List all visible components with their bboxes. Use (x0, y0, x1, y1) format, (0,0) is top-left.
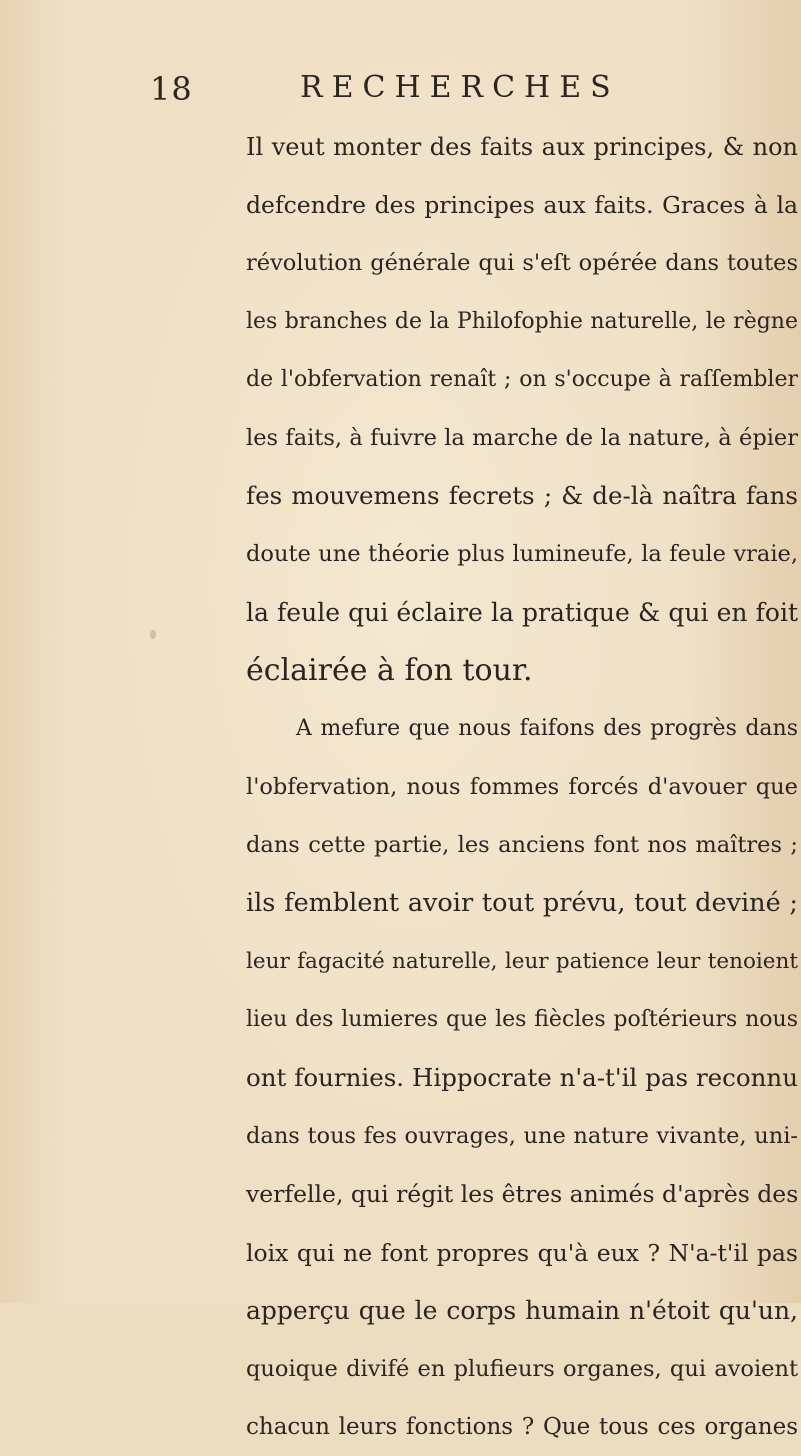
text-line: révolution générale qui s'eſt opérée dans toutes (246, 250, 798, 277)
text-line: l'obfervation, nous fommes forcés d'avouer que (246, 774, 798, 801)
body-text (246, 118, 798, 1456)
text-line: loix qui ne font propres qu'à eux ? N'a-t'il pas (246, 1238, 798, 1267)
text-line: dans tous fes ouvrages, une nature vivante, uni- (246, 1123, 798, 1150)
text-line: quoique divifé en plufieurs organes, qui avoient (246, 1355, 798, 1382)
text-line: apperçu que le corps humain n'étoit qu'un, (246, 1295, 798, 1325)
text-line: éclairée à fon tour. (246, 652, 533, 688)
text-line: Il veut monter des faits aux principes, & non (246, 133, 798, 161)
text-line: verfelle, qui régit les êtres animés d'après des (246, 1180, 799, 1209)
text-line: ils femblent avoir tout prévu, tout deviné ; (246, 888, 798, 919)
text-line: de l'obfervation renaît ; on s'occupe à raſſembler (246, 366, 798, 392)
text-line: dans cette partie, les anciens font nos maîtres ; (246, 832, 798, 859)
text-line: defcendre des principes aux faits. Graces à la (246, 191, 798, 220)
page-number: 18 (150, 70, 193, 108)
paragraph-1 (246, 118, 798, 700)
text-line: ont fournies. Hippocrate n'a-t'il pas reconnu (246, 1063, 798, 1092)
text-line: chacun leurs fonctions ? Que tous ces organes (246, 1414, 798, 1441)
ink-speck (150, 630, 156, 639)
ink-speck (710, 1190, 714, 1198)
text-line: A mefure que nous faifons des progrès dans (296, 715, 798, 741)
text-line: les branches de la Philofophie naturelle, le règne (246, 308, 798, 334)
text-line: leur fagacité naturelle, leur patience leur tenoient (246, 948, 798, 974)
paragraph-2 (246, 700, 798, 1456)
text-line: les faits, à fuivre la marche de la nature, à épier (246, 424, 798, 451)
text-line: fes mouvemens fecrets ; & de-là naîtra fans (246, 481, 798, 511)
running-title: RECHERCHES (300, 70, 620, 105)
running-head (150, 70, 670, 114)
text-line: doute une théorie plus lumineufe, la feule vraie, (246, 541, 798, 568)
text-line: la feule qui éclaire la pratique & qui en foit (246, 597, 798, 627)
text-line: lieu des lumieres que les fiècles poſtérieurs nous (246, 1006, 798, 1032)
